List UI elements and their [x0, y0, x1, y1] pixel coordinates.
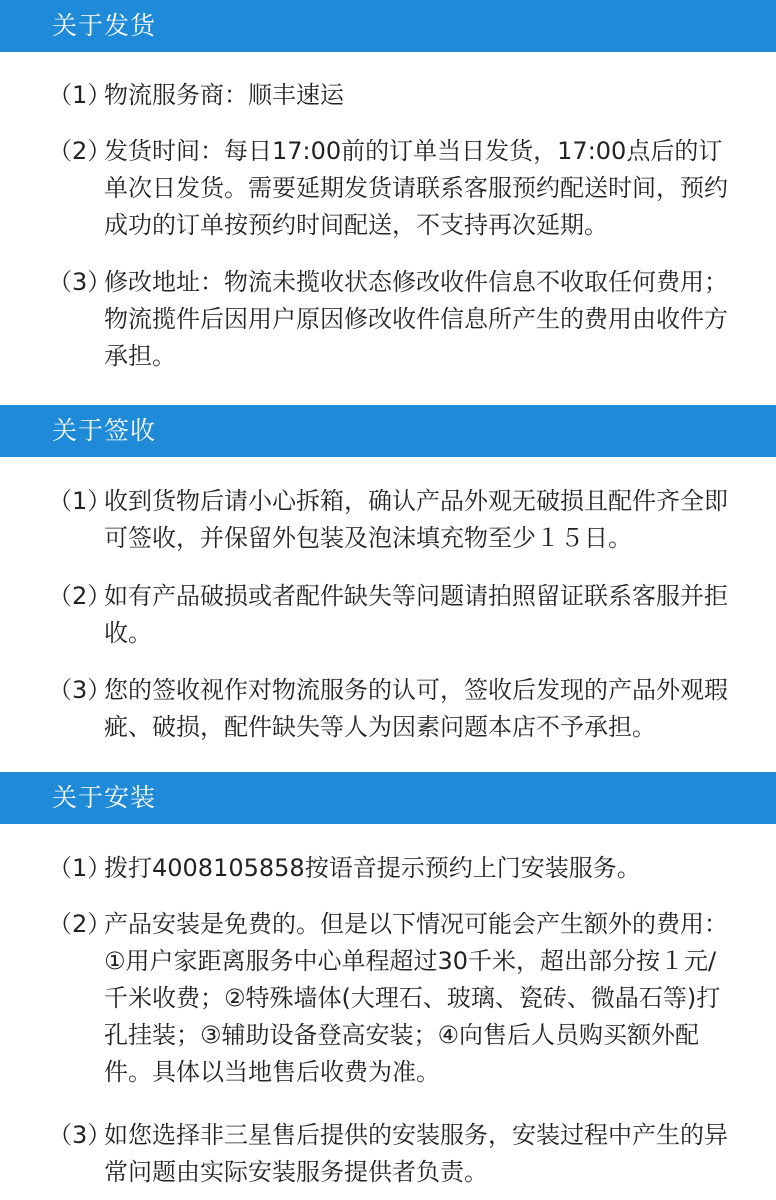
- item-number: （1）: [48, 487, 112, 515]
- item-text: 如您选择非三星售后提供的安装服务，安装过程中产生的异常问题由实际安装服务提供者负责。: [104, 1121, 728, 1186]
- item-number: （1）: [48, 854, 112, 882]
- item-number: （3）: [48, 676, 112, 704]
- item-text: 发货时间：每日17:00前的订单当日发货，17:00点后的订单次日发货。需要延期发货请联系客服预约配送时间，预约成功的订单按预约时间配送，不支持再次延期。: [104, 137, 728, 239]
- section-header-receipt: [0, 405, 776, 457]
- item-text: 产品安装是免费的。但是以下情况可能会产生额外的费用：①用户家距离服务中心单程超过30千米，超出部分按１元/千米收费；②特殊墙体(大理石、玻璃、瓷砖、微晶石等)打孔挂装；③辅助设备登高安装；④向售后人员购买额外配件。具体以当地售后收费为准。: [104, 910, 728, 1086]
- item-number: （2）: [48, 910, 112, 938]
- item-text: 您的签收视作对物流服务的认可，签收后发现的产品外观瑕疵、破损，配件缺失等人为因素问题本店不予承担。: [104, 676, 728, 741]
- item-text: 物流服务商：顺丰速运: [104, 81, 344, 109]
- section-title-shipping: 关于发货: [52, 11, 157, 40]
- item-number: （3）: [48, 1121, 112, 1149]
- item-number: （3）: [48, 268, 112, 296]
- item-number: （2）: [48, 137, 112, 165]
- item-number: （2）: [48, 582, 112, 610]
- item-text: 修改地址：物流未揽收状态修改收件信息不收取任何费用；物流揽件后因用户原因修改收件信息所产生的费用由收件方承担。: [104, 268, 728, 370]
- item-text: 如有产品破损或者配件缺失等问题请拍照留证联系客服并拒收。: [104, 582, 728, 647]
- section-header-installation: [0, 772, 776, 824]
- section-header-shipping: [0, 0, 776, 52]
- item-number: （1）: [48, 81, 112, 109]
- item-text: 拨打4008105858按语音提示预约上门安装服务。: [104, 854, 641, 882]
- item-text: 收到货物后请小心拆箱，确认产品外观无破损且配件齐全即可签收，并保留外包装及泡沫填充物至少１５日。: [104, 487, 728, 552]
- section-title-receipt: 关于签收: [52, 416, 157, 445]
- section-title-installation: 关于安装: [52, 783, 157, 812]
